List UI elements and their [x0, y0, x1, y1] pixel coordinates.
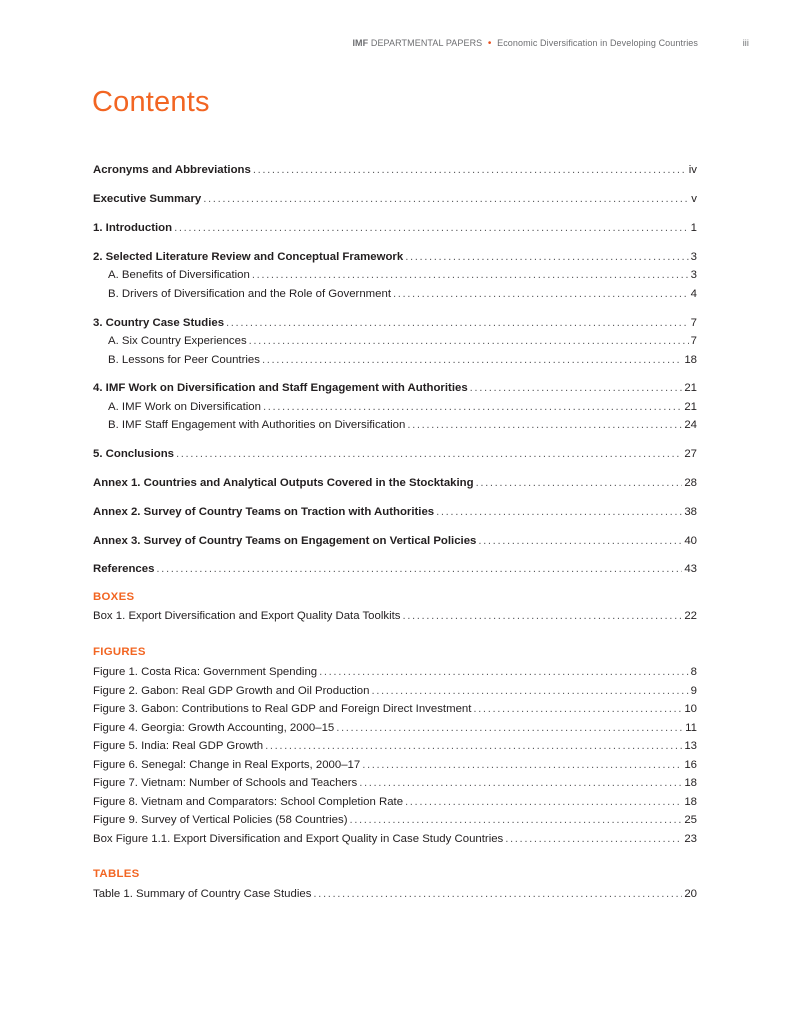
toc-entry-box-1[interactable]: Box 1. Export Diversification and Export Quality Data Toolkits ..... 22 — [93, 608, 697, 624]
toc-entry-references[interactable]: References ..... 43 — [93, 561, 697, 577]
toc-entry-figure-2[interactable]: Figure 2. Gabon: Real GDP Growth and Oil Production ..... 9 — [93, 683, 697, 699]
toc-entry-introduction[interactable]: 1. Introduction ..... 1 — [93, 220, 697, 236]
toc-entry-annex-3[interactable]: Annex 3. Survey of Country Teams on Engagement on Vertical Policies ..... 40 — [93, 533, 697, 549]
bullet-separator: • — [487, 38, 492, 49]
running-title — [352, 38, 698, 49]
toc-entry-literature-review[interactable]: 2. Selected Literature Review and Conceptual Framework ..... 3 — [93, 249, 697, 265]
toc-entry-six-countries[interactable]: A. Six Country Experiences ..... 7 — [93, 333, 697, 349]
toc-entry-acronyms[interactable]: Acronyms and Abbreviations ..... iv — [93, 162, 697, 178]
series-name: DEPARTMENTAL PAPERS — [370, 38, 483, 48]
running-header — [0, 38, 791, 52]
page-title: Contents — [92, 86, 210, 118]
toc-entry-annex-2[interactable]: Annex 2. Survey of Country Teams on Traction with Authorities ..... 38 — [93, 504, 697, 520]
toc-entry-box-figure-1-1[interactable]: Box Figure 1.1. Export Diversification and Export Quality in Case Study Countries ..... 23 — [93, 831, 697, 847]
toc-entry-case-studies[interactable]: 3. Country Case Studies ..... 7 — [93, 315, 697, 331]
toc-entry-table-1[interactable]: Table 1. Summary of Country Case Studies ..... 20 — [93, 886, 697, 902]
toc-entry-conclusions[interactable]: 5. Conclusions ..... 27 — [93, 446, 697, 462]
toc-entry-figure-4[interactable]: Figure 4. Georgia: Growth Accounting, 2000–15 ..... 11 — [93, 720, 697, 736]
page-number: iii — [742, 38, 749, 48]
toc-entry-figure-1[interactable]: Figure 1. Costa Rica: Government Spending ..... 8 — [93, 664, 697, 680]
toc-entry-drivers[interactable]: B. Drivers of Diversification and the Role of Government ..... 4 — [93, 286, 697, 302]
document-title: Economic Diversification in Developing Countries — [497, 38, 698, 48]
toc-entry-figure-5[interactable]: Figure 5. India: Real GDP Growth ..... 13 — [93, 738, 697, 754]
tables-heading: TABLES — [93, 868, 140, 880]
toc-entry-lessons[interactable]: B. Lessons for Peer Countries ..... 18 — [93, 352, 697, 368]
org-name: IMF — [352, 38, 369, 48]
toc-entry-figure-7[interactable]: Figure 7. Vietnam: Number of Schools and Teachers ..... 18 — [93, 775, 697, 791]
toc-entry-figure-6[interactable]: Figure 6. Senegal: Change in Real Exports, 2000–17 ..... 16 — [93, 757, 697, 773]
figures-heading: FIGURES — [93, 646, 146, 658]
toc-entry-annex-1[interactable]: Annex 1. Countries and Analytical Outputs Covered in the Stocktaking ..... 28 — [93, 475, 697, 491]
boxes-heading: BOXES — [93, 591, 135, 603]
toc-entry-staff-engagement[interactable]: B. IMF Staff Engagement with Authorities on Diversification ..... 24 — [93, 417, 697, 433]
toc-entry-figure-3[interactable]: Figure 3. Gabon: Contributions to Real GDP and Foreign Direct Investment ..... 10 — [93, 701, 697, 717]
toc-entry-imf-work-diversification[interactable]: A. IMF Work on Diversification ..... 21 — [93, 399, 697, 415]
toc-entry-imf-work[interactable]: 4. IMF Work on Diversification and Staff Engagement with Authorities ..... 21 — [93, 380, 697, 396]
toc-entry-benefits[interactable]: A. Benefits of Diversification ..... 3 — [93, 267, 697, 283]
toc-entry-figure-9[interactable]: Figure 9. Survey of Vertical Policies (58 Countries) ..... 25 — [93, 812, 697, 828]
toc-entry-figure-8[interactable]: Figure 8. Vietnam and Comparators: School Completion Rate ..... 18 — [93, 794, 697, 810]
toc-entry-executive-summary[interactable]: Executive Summary ..... v — [93, 191, 697, 207]
